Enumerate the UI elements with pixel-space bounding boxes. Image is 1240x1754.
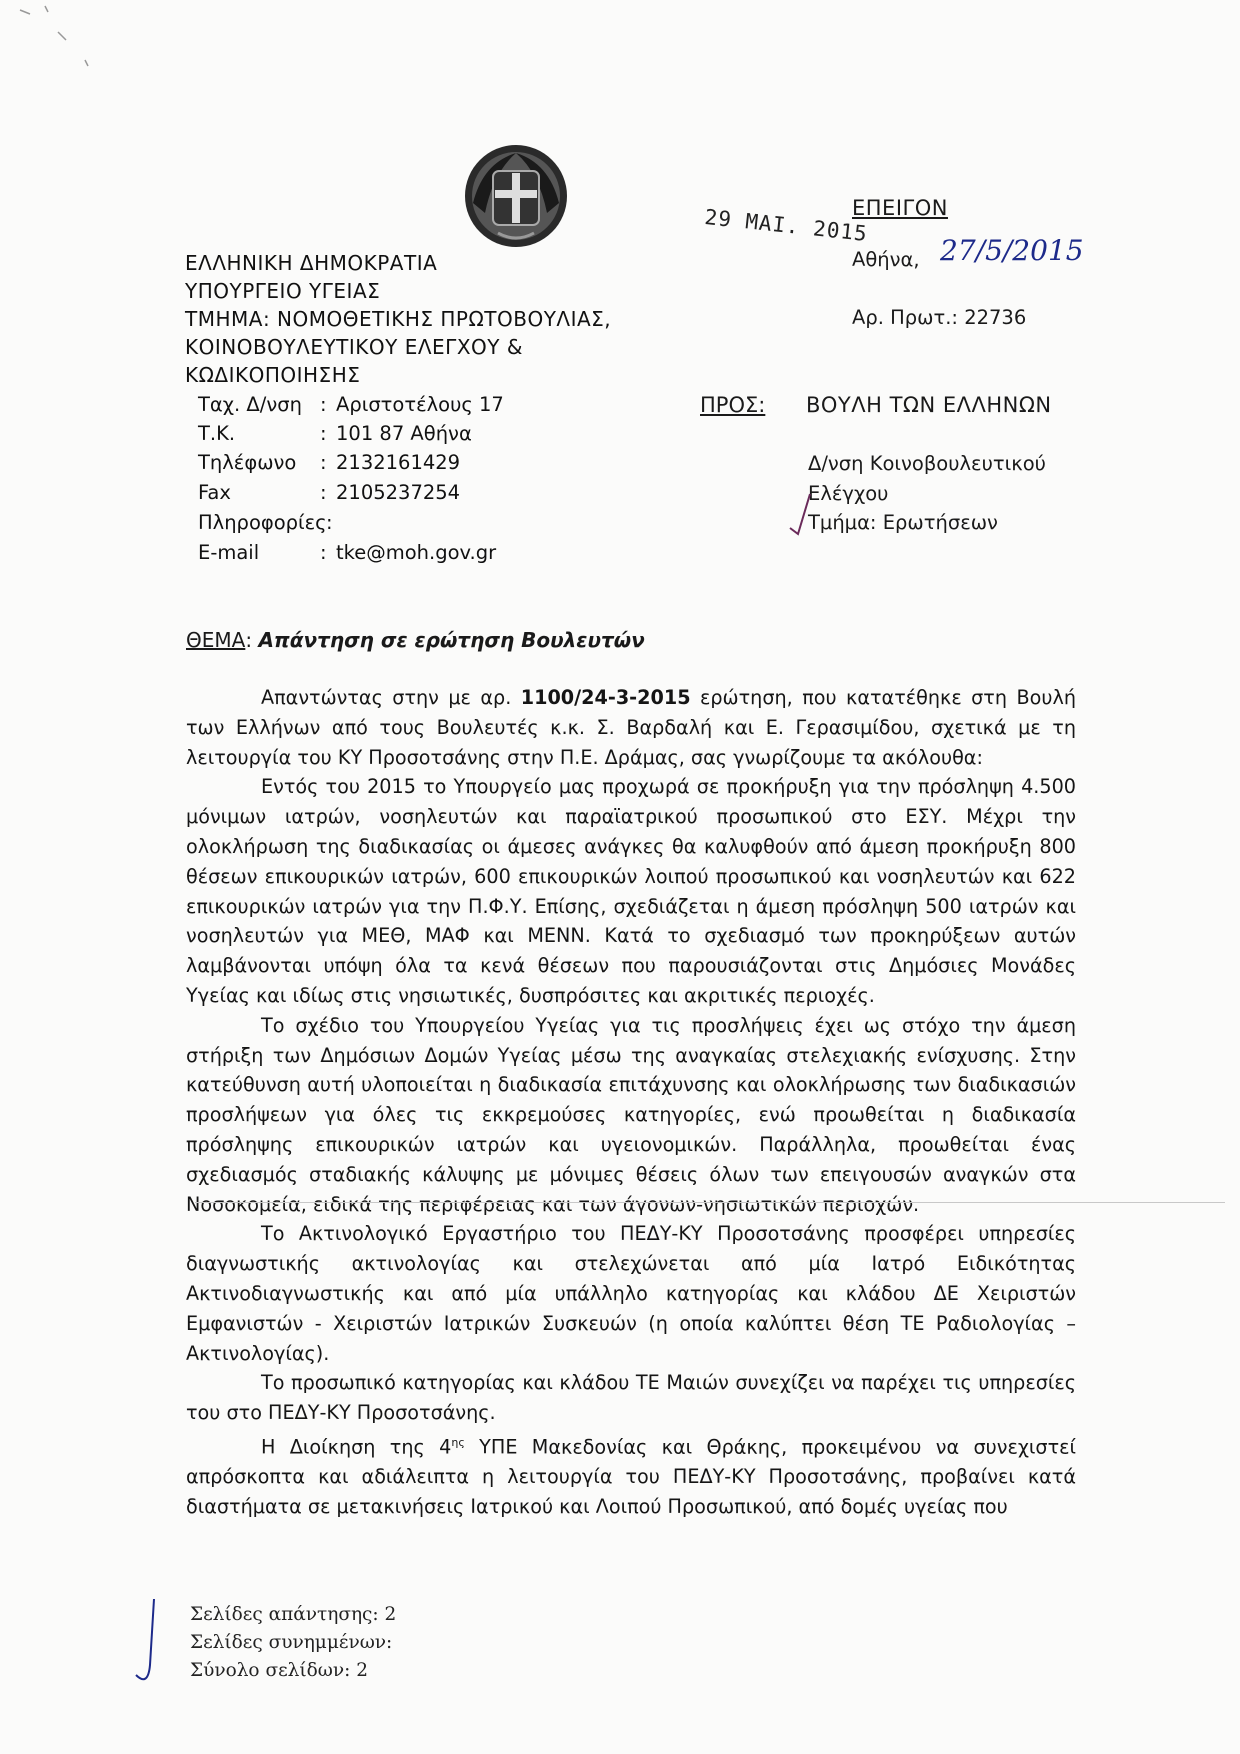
footer-total-pages: Σύνολο σελίδων: 2 — [190, 1660, 368, 1681]
header-country: ΕΛΛΗΝΙΚΗ ΔΗΜΟΚΡΑΤΙΑ — [185, 251, 438, 275]
paragraph: Το προσωπικό κατηγορίας και κλάδου ΤΕ Μαιών συνεχίζει να παρέχει τις υπηρεσίες του στο ΠΕΔΥ-ΚΥ Προσοτσάνης. — [186, 1371, 1076, 1425]
info-separator: : — [320, 451, 327, 474]
info-label: Πληροφορίες — [198, 511, 327, 534]
paragraph — [186, 683, 1076, 772]
info-separator: : — [320, 541, 327, 564]
recipient-name: ΒΟΥΛΗ ΤΩΝ ΕΛΛΗΝΩΝ — [806, 393, 1052, 417]
header-department-cont: ΚΟΙΝΟΒΟΥΛΕΥΤΙΚΟΥ ΕΛΕΓΧΟΥ & — [185, 335, 523, 359]
info-separator: : — [326, 511, 333, 534]
info-value: 101 87 Αθήνα — [336, 422, 472, 445]
handwritten-tick-mark — [130, 1595, 170, 1695]
info-value: Αριστοτέλους 17 — [336, 393, 504, 416]
subject-text: Απάντηση σε ερώτηση Βουλευτών — [258, 628, 645, 652]
to-label: ΠΡΟΣ: — [700, 393, 766, 417]
info-value: 2132161429 — [336, 451, 461, 474]
header-department-cont2: ΚΩΔΙΚΟΠΟΙΗΣΗΣ — [185, 363, 361, 387]
header-ministry: ΥΠΟΥΡΓΕΙΟ ΥΓΕΙΑΣ — [185, 279, 381, 303]
subject-label: ΘΕΜΑ — [186, 628, 246, 652]
recipient-section: Τμήμα: Ερωτήσεων — [808, 511, 998, 534]
paragraph: Εντός του 2015 το Υπουργείο μας προχωρά σε προκήρυξη για την πρόσληψη 4.500 μόνιμων ιατρών, νοσηλευτών και παραϊατρικού προσωπικού στο ΕΣΥ. Μέχρι την ολοκλήρωση της διαδικασίας οι άμεσες ανάγκες θα καλυφθούν από άμεση προκήρυξη 800 θέσεων επικουρικών ιατρών, 600 επικουρικών λοιπού προσωπικού και νοσηλευτών και 622 επικουρικών ιατρών για την Π.Φ.Υ. Επίσης, σχεδιάζεται η άμεση πρόσληψη 500 ιατρών και νοσηλευτών για ΜΕΘ, ΜΑΦ και ΜΕΝΝ. Κατά το σχεδιασμό των προκηρύξεων αυτών λαμβάνονται υπόψη όλα τα κενά θέσεων που παρουσιάζονται στις Δημόσιες Μονάδες Υγείας και ιδίως στις νησιωτικές, δυσπρόσιτες και ακριτικές περιοχές. — [186, 775, 1076, 1007]
info-label: Τηλέφωνο — [198, 451, 297, 474]
paragraph: Το Ακτινολογικό Εργαστήριο του ΠΕΔΥ-ΚΥ Προσοτσάνης προσφέρει υπηρεσίες διαγνωστικής ακτινολογίας και στελεχώνεται από μία Ιατρό Ειδικότητας Ακτινοδιαγνωστικής και από μία υπάλληλο κατηγορίας και κλάδου ΔΕ Χειριστών Εμφανιστών - Χειριστών Ιατρικών Συσκευών (η οποία καλύπτει θέση ΤΕ Ραδιολογίας – Ακτινολογίας). — [186, 1222, 1076, 1365]
info-separator: : — [320, 393, 327, 416]
received-date-stamp: 29 ΜΑΙ. 2015 — [703, 205, 869, 246]
paragraph-text: ερώτηση, που κατατέθηκε στη Βουλή των Ελλήνων από τους Βουλευτές κ.κ. Σ. Βαρδαλή και Ε. Γερασιμίδου, σχετικά με τη λειτουργία του ΚΥ Προσοτσάνης στην Π.Ε. Δράμας, σας γνωρίζουμε τα ακόλουθα: — [186, 686, 1076, 769]
paragraph: Το σχέδιο του Υπουργείου Υγείας για τις προσλήψεις έχει ως στόχο την άμεση στήριξη των Δημόσιων Δομών Υγείας μέσω της αναγκαίας στελεχιακής ενίσχυσης. Στην κατεύθυνση αυτή υλοποιείται η διαδικασία επιτάχυνσης και ολοκλήρωσης των διαδικασιών προσλήψεων για όλες τις εκκρεμούσες κατηγορίες, ενώ προωθείται η διαδικασία πρόσληψης επικουρικών ιατρών και υγειονομικών. Παράλληλα, προωθείται ένας σχεδιασμός σταδιακής κάλυψης με μόνιμες θέσεις όλων των επειγουσών αναγκών στα Νοσοκομεία, ειδικά της περιφέρειας και των άγονων-νησιωτικών περιοχών. — [186, 1013, 1076, 1216]
info-separator: : — [320, 422, 327, 445]
footer-reply-pages: Σελίδες απάντησης: 2 — [190, 1604, 397, 1625]
footer-attachment-pages: Σελίδες συνημμένων: — [190, 1632, 393, 1653]
header-department: ΤΜΗΜΑ: ΝΟΜΟΘΕΤΙΚΗΣ ΠΡΩΤΟΒΟΥΛΙΑΣ, — [185, 307, 612, 331]
greek-coat-of-arms-emblem — [463, 143, 569, 249]
paragraph-text: Απαντώντας στην με αρ. — [261, 686, 521, 709]
info-label: Τ.Κ. — [198, 422, 236, 445]
urgency-label: ΕΠΕΙΓΟΝ — [852, 196, 948, 220]
info-label: Ταχ. Δ/νση — [198, 393, 302, 416]
page-count-footer — [190, 1601, 396, 1685]
subject-separator: : — [245, 628, 253, 652]
recipient-division-cont: Ελέγχου — [808, 482, 889, 505]
scan-artifact — [0, 0, 140, 80]
city-label: Αθήνα, — [852, 248, 920, 271]
info-separator: : — [320, 481, 327, 504]
protocol-number: Αρ. Πρωτ.: 22736 — [852, 306, 1027, 329]
letter-body — [186, 683, 1076, 1522]
question-reference: 1100/24-3-2015 — [520, 686, 691, 709]
subject-line — [186, 628, 645, 652]
handwritten-check-mark — [788, 490, 818, 540]
info-value: 2105237254 — [336, 481, 461, 504]
paragraph-text: ΥΠΕ Μακεδονίας και Θράκης, προκειμένου να συνεχιστεί απρόσκοπτα και αδιάλειπτα η λειτουργία του ΠΕΔΥ-ΚΥ Προσοτσάνης, προβαίνει κατά διαστήματα σε μετακινήσεις Ιατρικού και Λοιπού Προσωπικού, από δομές υγείας που — [186, 1435, 1076, 1518]
info-value: tke@moh.gov.gr — [336, 541, 497, 564]
paragraph — [186, 1428, 1076, 1522]
handwritten-date: 27/5/2015 — [940, 234, 1084, 267]
info-label: E-mail — [198, 541, 260, 564]
ordinal-suffix: ης — [451, 1435, 465, 1449]
paragraph-text: Η Διοίκηση της 4 — [261, 1435, 452, 1459]
info-label: Fax — [198, 481, 231, 504]
scan-line — [195, 1202, 1225, 1203]
recipient-division: Δ/νση Κοινοβουλευτικού — [808, 452, 1046, 475]
